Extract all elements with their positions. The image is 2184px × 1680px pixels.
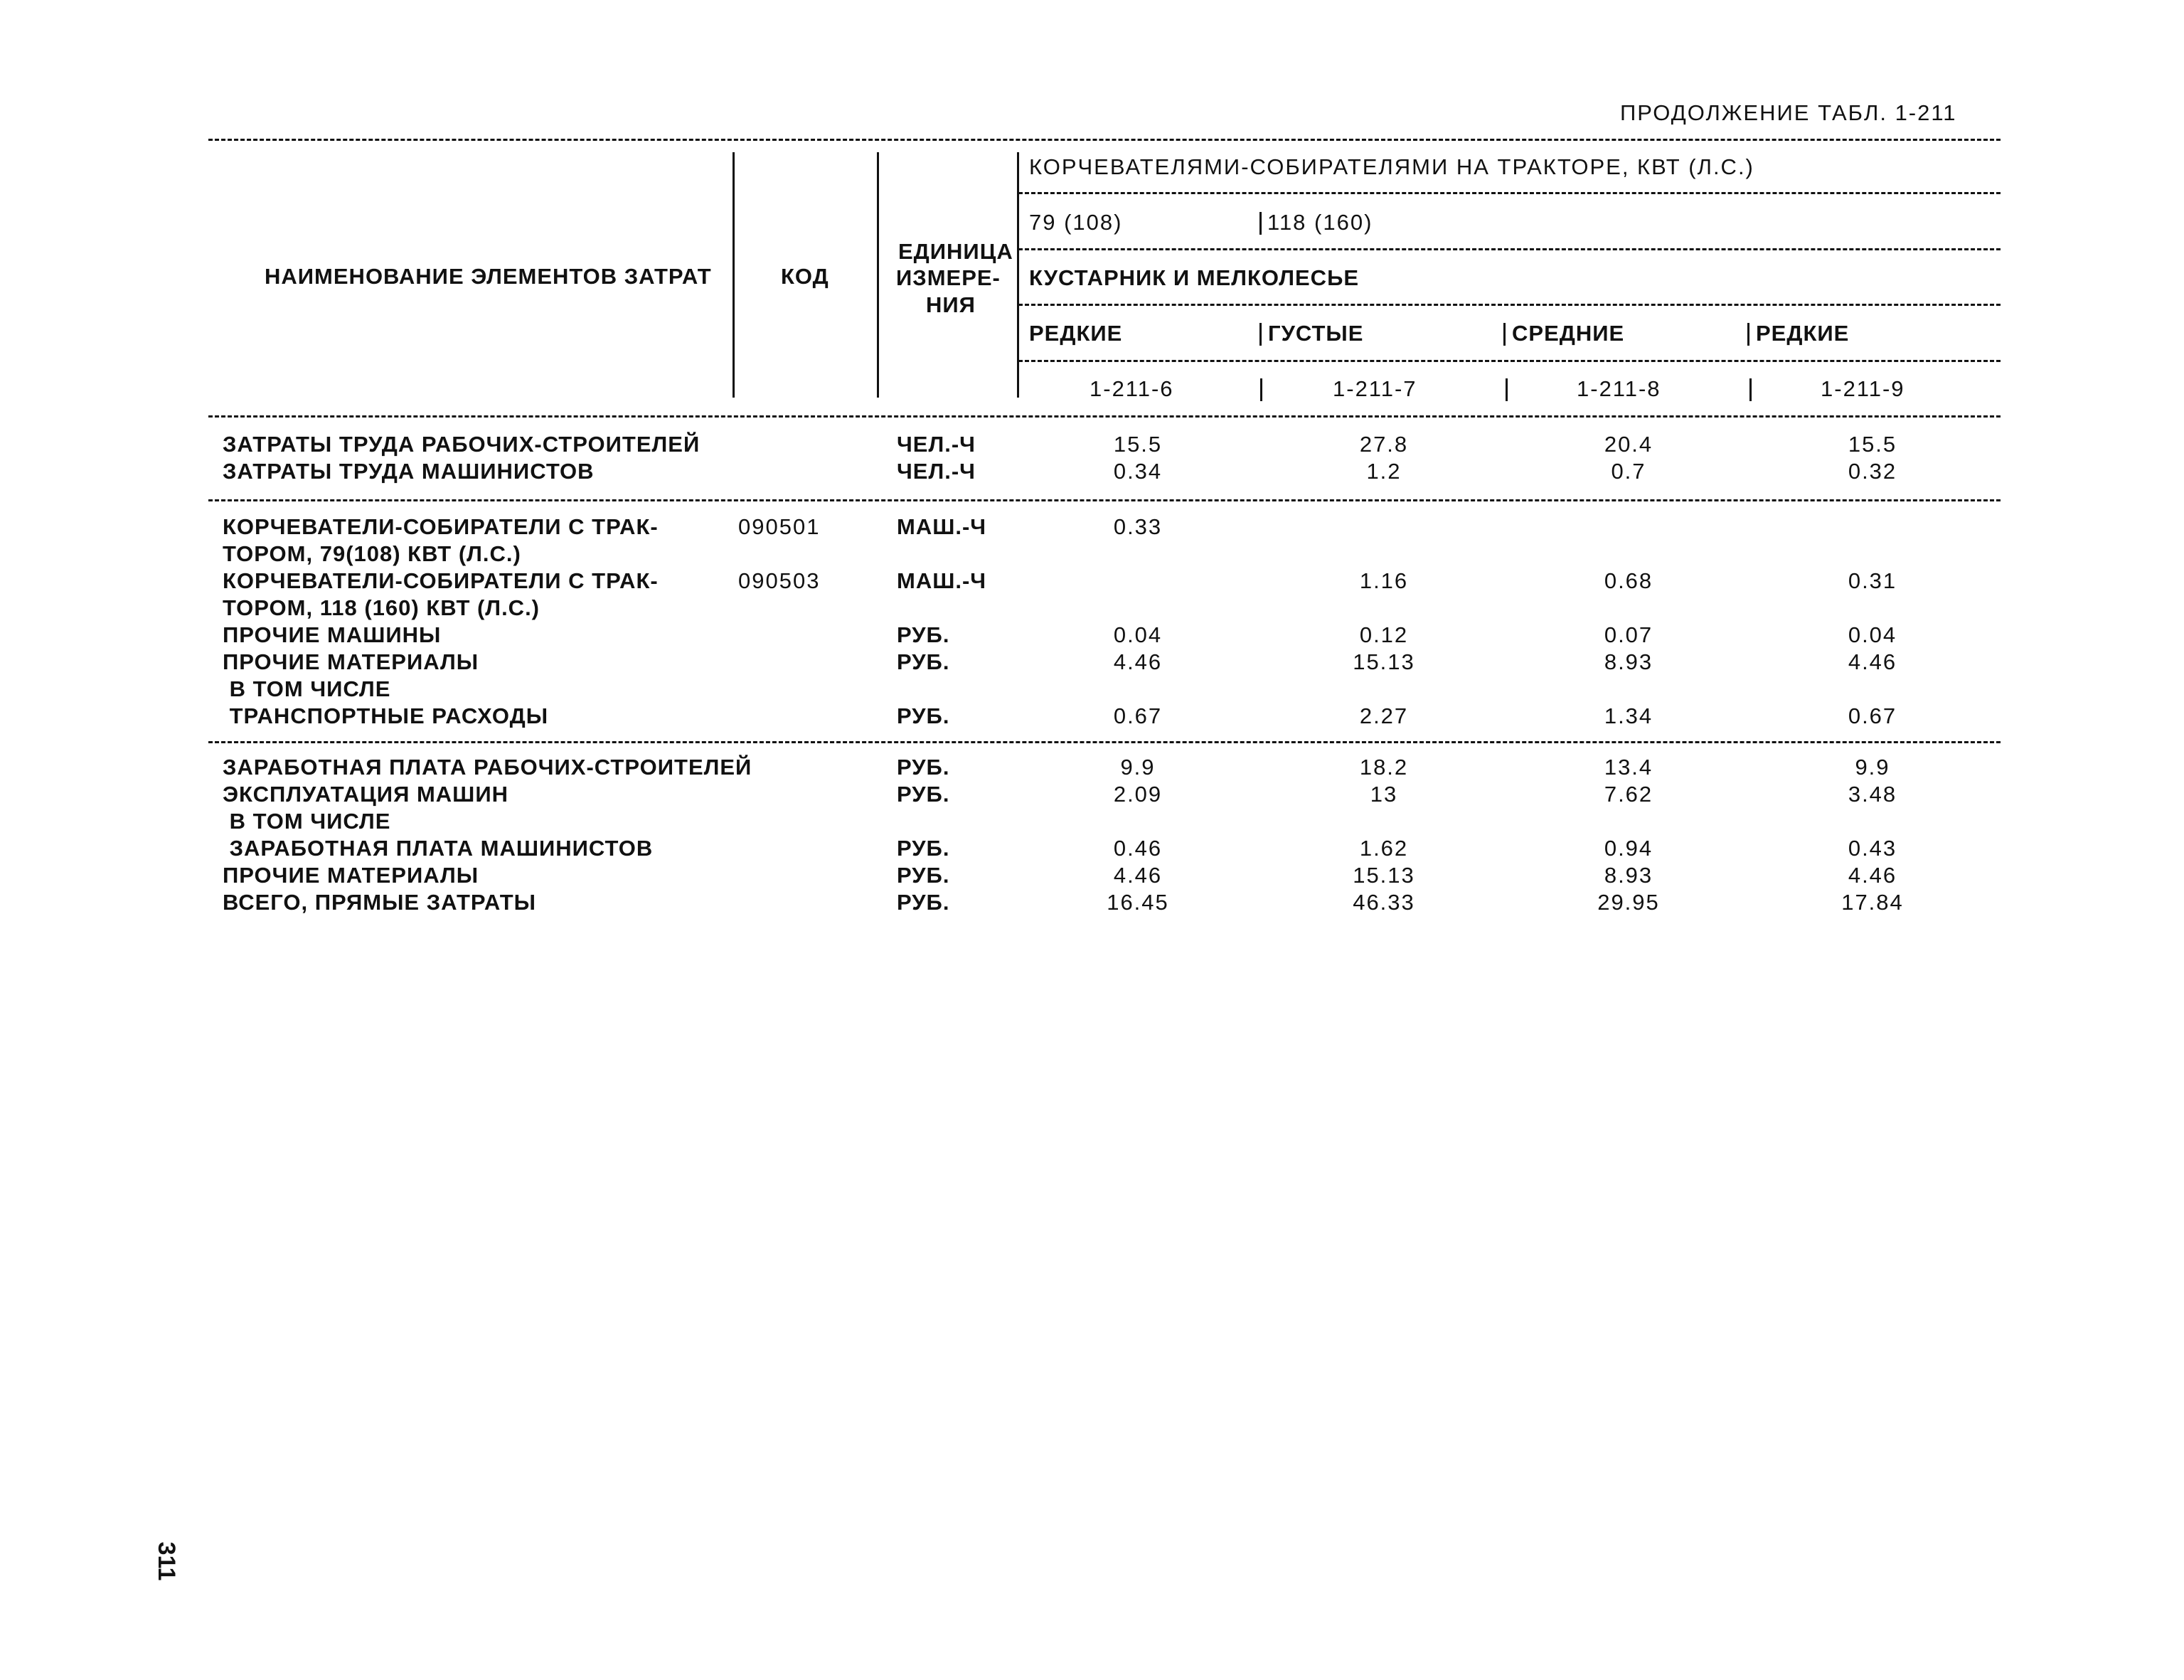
header-col-divider-code	[877, 152, 879, 398]
row-value-1: 4.46	[1113, 649, 1163, 674]
row-value-3: 0.68	[1604, 568, 1653, 593]
header-density-divider-2	[1259, 323, 1262, 346]
row-value-2: 18.2	[1359, 755, 1409, 780]
page-number: 311	[153, 1541, 181, 1581]
section-rule-1	[208, 499, 2001, 501]
row-name: ВСЕГО, ПРЯМЫЕ ЗАТРАТЫ	[223, 890, 536, 915]
row-unit: ЧЕЛ.-Ч	[897, 459, 976, 484]
row-value-4: 0.31	[1848, 568, 1897, 593]
header-subrule-1	[1018, 192, 2001, 194]
header-unit-line-1: ЕДИНИЦА	[898, 239, 1013, 264]
section-rule-2	[208, 741, 2001, 743]
row-value-3: 20.4	[1604, 432, 1653, 457]
row-value-4: 4.46	[1848, 649, 1897, 674]
row-value-2: 1.16	[1359, 568, 1409, 593]
header-group-title: КОРЧЕВАТЕЛЯМИ-СОБИРАТЕЛЯМИ НА ТРАКТОРЕ, КВТ (Л.С.)	[1029, 154, 1754, 179]
header-code-2: 1-211-7	[1333, 376, 1417, 401]
row-name: КОРЧЕВАТЕЛИ-СОБИРАТЕЛИ С ТРАК-	[223, 568, 659, 593]
header-code-1: 1-211-6	[1090, 376, 1174, 401]
row-value-2: 1.2	[1366, 459, 1402, 484]
row-value-1: 0.04	[1113, 622, 1163, 647]
row-value-2: 15.13	[1353, 863, 1415, 888]
header-top-rule	[208, 139, 2001, 141]
row-value-3: 1.34	[1604, 703, 1653, 728]
row-unit: МАШ.-Ч	[897, 568, 987, 593]
row-value-2: 46.33	[1353, 890, 1415, 915]
row-value-1: 15.5	[1113, 432, 1163, 457]
row-name: ЗАТРАТЫ ТРУДА МАШИНИСТОВ	[223, 459, 595, 484]
row-name: ЗАРАБОТНАЯ ПЛАТА МАШИНИСТОВ	[223, 836, 654, 861]
row-unit: РУБ.	[897, 890, 950, 915]
header-unit-line-3: НИЯ	[926, 292, 976, 317]
row-value-4: 4.46	[1848, 863, 1897, 888]
row-value-1: 9.9	[1120, 755, 1156, 780]
row-value-4: 0.43	[1848, 836, 1897, 861]
header-density-1: РЕДКИЕ	[1029, 321, 1123, 346]
row-unit: МАШ.-Ч	[897, 514, 987, 539]
header-code-4: 1-211-9	[1821, 376, 1905, 401]
row-value-2: 1.62	[1359, 836, 1409, 861]
row-value-1: 2.09	[1113, 782, 1163, 807]
header-density-2: ГУСТЫЕ	[1268, 321, 1364, 346]
header-density-3: СРЕДНИЕ	[1512, 321, 1625, 346]
row-unit: РУБ.	[897, 782, 950, 807]
header-code-divider-2	[1260, 378, 1262, 401]
row-value-2: 2.27	[1359, 703, 1409, 728]
header-unit-line-2: ИЗМЕРЕ-	[896, 265, 1001, 290]
row-name: ТОРОМ, 118 (160) КВТ (Л.С.)	[223, 595, 540, 620]
row-value-4: 17.84	[1841, 890, 1904, 915]
header-power-79: 79 (108)	[1029, 210, 1123, 235]
row-value-3: 0.7	[1611, 459, 1646, 484]
row-value-4: 0.67	[1848, 703, 1897, 728]
table-caption: ПРОДОЛЖЕНИЕ ТАБЛ. 1-211	[1620, 100, 1957, 125]
header-code-divider-4	[1749, 378, 1752, 401]
row-unit: РУБ.	[897, 755, 950, 780]
row-value-3: 8.93	[1604, 863, 1653, 888]
header-vegetation: КУСТАРНИК И МЕЛКОЛЕСЬЕ	[1029, 265, 1360, 290]
row-value-3: 7.62	[1604, 782, 1653, 807]
header-power-118: 118 (160)	[1267, 210, 1373, 235]
header-code-3: 1-211-8	[1577, 376, 1661, 401]
row-value-4: 0.04	[1848, 622, 1897, 647]
row-value-1: 0.46	[1113, 836, 1163, 861]
header-density-divider-4	[1747, 323, 1749, 346]
header-power-divider	[1259, 212, 1262, 235]
row-value-4: 15.5	[1848, 432, 1897, 457]
row-value-4: 0.32	[1848, 459, 1897, 484]
row-value-1: 0.33	[1113, 514, 1163, 539]
header-col-divider-unit	[1017, 152, 1019, 398]
row-code: 090501	[738, 514, 821, 539]
row-value-4: 3.48	[1848, 782, 1897, 807]
row-value-3: 8.93	[1604, 649, 1653, 674]
header-code-divider-3	[1506, 378, 1508, 401]
row-value-1: 4.46	[1113, 863, 1163, 888]
row-name: ЗАРАБОТНАЯ ПЛАТА РАБОЧИХ-СТРОИТЕЛЕЙ	[223, 755, 752, 780]
row-unit: РУБ.	[897, 863, 950, 888]
row-value-3: 0.94	[1604, 836, 1653, 861]
row-name: ЭКСПЛУАТАЦИЯ МАШИН	[223, 782, 509, 807]
row-unit: РУБ.	[897, 703, 950, 728]
row-name: В ТОМ ЧИСЛЕ	[223, 676, 391, 701]
header-subrule-4	[1018, 360, 2001, 362]
row-name: ТОРОМ, 79(108) КВТ (Л.С.)	[223, 541, 521, 566]
row-value-2: 27.8	[1359, 432, 1409, 457]
row-name: ТРАНСПОРТНЫЕ РАСХОДЫ	[223, 703, 549, 728]
row-value-2: 15.13	[1353, 649, 1415, 674]
row-value-3: 13.4	[1604, 755, 1653, 780]
row-value-1: 16.45	[1107, 890, 1169, 915]
row-value-2: 13	[1370, 782, 1398, 807]
row-value-3: 0.07	[1604, 622, 1653, 647]
row-name: КОРЧЕВАТЕЛИ-СОБИРАТЕЛИ С ТРАК-	[223, 514, 659, 539]
row-unit: ЧЕЛ.-Ч	[897, 432, 976, 457]
row-name: ПРОЧИЕ МАТЕРИАЛЫ	[223, 863, 479, 888]
header-bottom-rule	[208, 415, 2001, 418]
header-name-column: НАИМЕНОВАНИЕ ЭЛЕМЕНТОВ ЗАТРАТ	[265, 264, 712, 289]
header-subrule-2	[1018, 248, 2001, 250]
header-subrule-3	[1018, 304, 2001, 306]
header-density-divider-3	[1503, 323, 1506, 346]
row-name: ЗАТРАТЫ ТРУДА РАБОЧИХ-СТРОИТЕЛЕЙ	[223, 432, 701, 457]
header-density-4: РЕДКИЕ	[1756, 321, 1850, 346]
row-name: ПРОЧИЕ МАТЕРИАЛЫ	[223, 649, 479, 674]
row-value-3: 29.95	[1597, 890, 1660, 915]
row-name: В ТОМ ЧИСЛЕ	[223, 809, 391, 834]
row-unit: РУБ.	[897, 649, 950, 674]
row-value-1: 0.34	[1113, 459, 1163, 484]
row-value-1: 0.67	[1113, 703, 1163, 728]
row-value-4: 9.9	[1855, 755, 1890, 780]
row-code: 090503	[738, 568, 821, 593]
row-name: ПРОЧИЕ МАШИНЫ	[223, 622, 442, 647]
header-code-column: КОД	[781, 264, 829, 289]
row-value-2: 0.12	[1359, 622, 1409, 647]
row-unit: РУБ.	[897, 622, 950, 647]
row-unit: РУБ.	[897, 836, 950, 861]
header-col-divider-name	[733, 152, 735, 398]
